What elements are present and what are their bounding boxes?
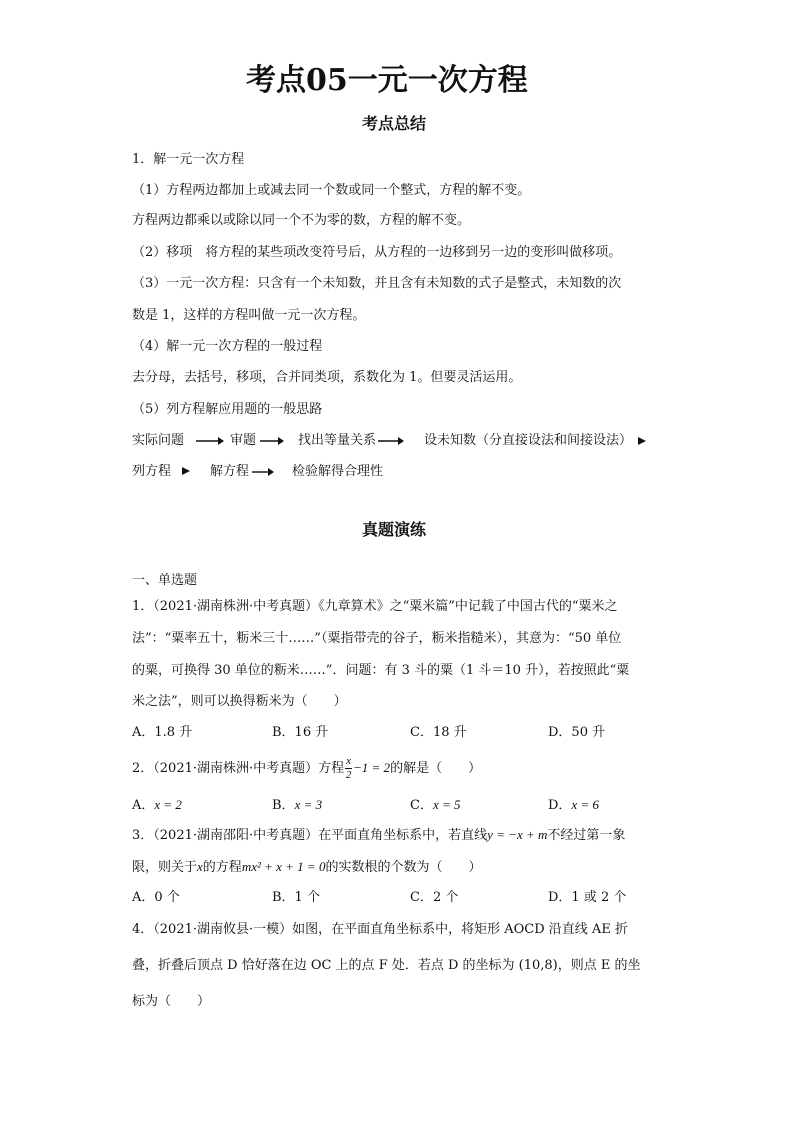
flow-step-2: 审题 [230, 433, 257, 448]
q1-option-c: C．18 升 [410, 725, 467, 740]
q2-frac-den: 2 [345, 769, 352, 781]
q3-option-b: B．1 个 [272, 890, 320, 905]
flow-arrow-icon [196, 436, 224, 446]
q3-quadratic: mx² + x + 1 = 0 [241, 859, 326, 874]
q2-suffix: 的解是（ ） [390, 761, 482, 776]
summary-heading: 考点总结 [362, 114, 427, 133]
q1-option-d: D．50 升 [548, 725, 606, 740]
flow-arrow-icon [178, 466, 190, 476]
flow-step-6: 解方程 [210, 464, 250, 479]
flow-arrow-icon [378, 436, 404, 446]
q3-option-c: C．2 个 [410, 890, 459, 905]
q3-line-equation: y = −x + m [487, 827, 548, 842]
q1-option-b: B．16 升 [272, 725, 329, 740]
q1-line-4: 米之法”，则可以换得粝米为（ ） [132, 694, 347, 709]
summary-p1b: 方程两边都乘以或除以同一个不为零的数，方程的解不变。 [132, 213, 471, 228]
flow-step-7: 检验解得合理性 [292, 464, 384, 479]
q4-line-2: 叠，折叠后顶点 D 恰好落在边 OC 上的点 F 处．若点 D 的坐标为 (10,8)，则点 E 的坐 [132, 958, 641, 973]
summary-p4: （4）解一元一次方程的一般过程 [132, 339, 323, 354]
q3-option-d: D．1 或 2 个 [548, 890, 627, 905]
q2-option-c: C．x = 5 [410, 797, 461, 813]
flow-arrow-icon [252, 467, 274, 477]
flow-step-4: 设未知数（分直接设法和间接设法） [424, 433, 633, 448]
q1-line-3: 的粟，可换得 30 单位的粝米……”．问题：有 3 斗的粟（1 斗＝10 升），若按照此“粟 [132, 663, 630, 678]
flow-step-1: 实际问题 [132, 433, 185, 448]
practice-heading: 真题演练 [362, 520, 427, 539]
summary-p5: （5）列方程解应用题的一般思路 [132, 402, 323, 417]
flow-step-5: 列方程 [132, 464, 172, 479]
q2-fraction [345, 756, 352, 781]
flow-arrow-icon [634, 436, 646, 446]
summary-item-1: 1．解一元一次方程 [132, 152, 245, 167]
q2-option-d: D．x = 6 [548, 797, 599, 813]
q3-option-a: A．0 个 [132, 890, 180, 905]
q2-option-b: B．x = 3 [272, 797, 323, 813]
summary-p3b: 数是 1，这样的方程叫做一元一次方程。 [132, 308, 366, 323]
q2-option-a: A．x = 2 [132, 797, 182, 813]
q3-line-1: 3．（2021·湖南邵阳·中考真题）在平面直角坐标系中，若直线y = −x + m不经过第一象 [132, 827, 626, 843]
summary-p4b: 去分母，去括号，移项，合并同类项，系数化为 1。但要灵活运用。 [132, 370, 522, 385]
flow-step-3: 找出等量关系 [298, 433, 377, 448]
q2-stem [132, 756, 481, 781]
q1-option-a: A．1.8 升 [132, 725, 193, 740]
q4-line-3: 标为（ ） [132, 994, 211, 1009]
q2-prefix: 2．（2021·湖南株洲·中考真题）方程 [132, 761, 345, 776]
summary-p2: （2）移项 将方程的某些项改变符号后，从方程的一边移到另一边的变形叫做移项。 [132, 245, 622, 260]
page-title: 考点05一元一次方程 [246, 63, 528, 98]
summary-p3a: （3）一元一次方程：只含有一个未知数，并且含有未知数的式子是整式，未知数的次 [132, 276, 622, 291]
q2-equation-rest: −1 = 2 [353, 760, 391, 775]
q3-line-2: 限，则关于x的方程mx² + x + 1 = 0的实数根的个数为（ ） [132, 859, 482, 875]
flow-arrow-icon [260, 436, 284, 446]
q4-line-1: 4．（2021·湖南攸县·一模）如图，在平面直角坐标系中，将矩形 AOCD 沿直线 AE 折 [132, 922, 628, 937]
q1-line-1: 1．（2021·湖南株洲·中考真题）《九章算术》之“粟米篇”中记载了中国古代的“粟米之 [132, 599, 618, 614]
summary-p1: （1）方程两边都加上或减去同一个数或同一个整式，方程的解不变。 [132, 183, 531, 198]
q1-line-2: 法”：“粟率五十，粝米三十……”（粟指带壳的谷子，粝米指糙米），其意为：“50 单位 [132, 631, 622, 646]
section-label: 一、单选题 [132, 573, 198, 588]
q2-frac-num: x [346, 755, 352, 767]
